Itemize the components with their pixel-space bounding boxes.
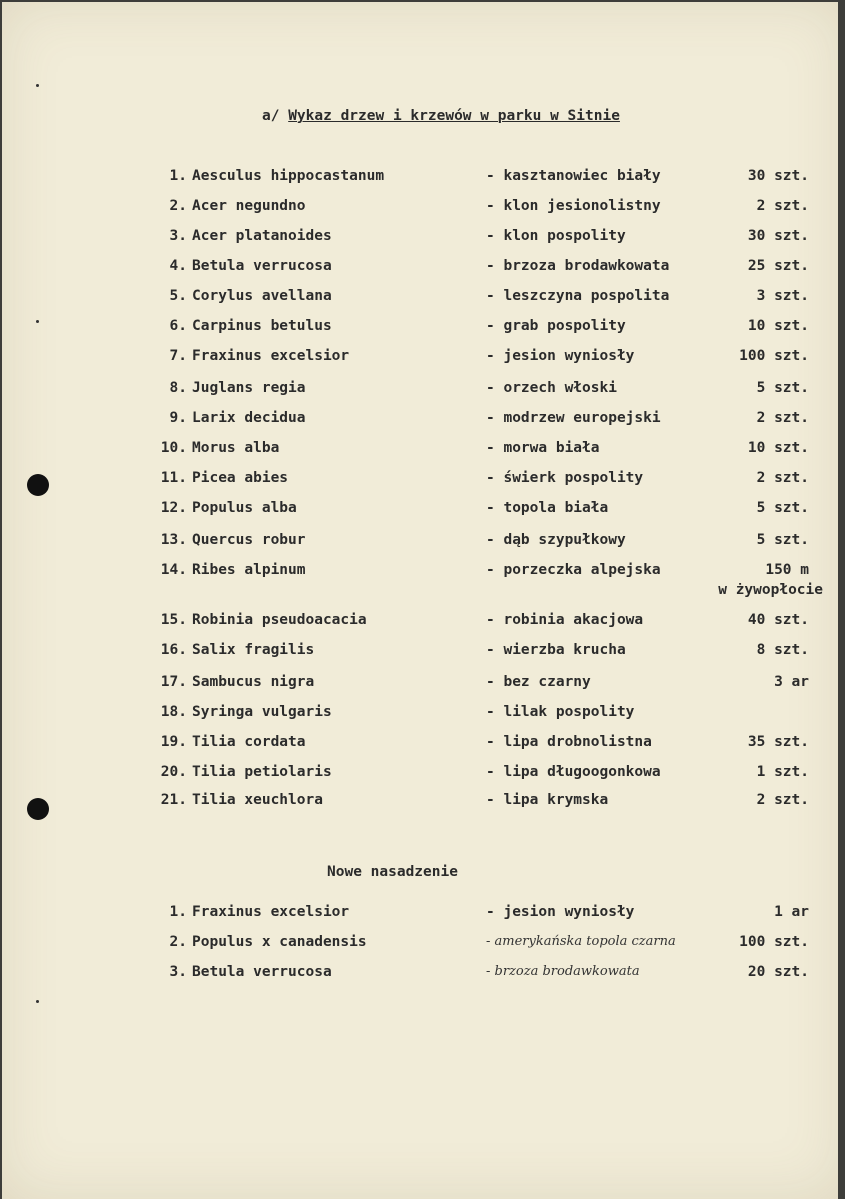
polish-name: - świerk pospolity xyxy=(486,470,644,486)
title-prefix: a/ xyxy=(262,108,280,124)
polish-name: - orzech włoski xyxy=(486,380,617,396)
polish-name: - kasztanowiec biały xyxy=(486,168,661,184)
item-number: 21. xyxy=(160,792,187,808)
latin-name: Tilia cordata xyxy=(192,734,306,750)
list-item xyxy=(0,642,845,664)
latin-name: Aesculus hippocastanum xyxy=(192,168,385,184)
item-number: 1. xyxy=(169,168,187,184)
item-number: 2. xyxy=(169,934,187,950)
latin-name: Acer negundno xyxy=(192,198,306,214)
list-item xyxy=(0,410,845,432)
polish-name: - robinia akacjowa xyxy=(486,612,644,628)
item-number: 11. xyxy=(160,470,187,486)
latin-name: Morus alba xyxy=(192,440,280,456)
document-title xyxy=(262,108,620,124)
latin-name: Larix decidua xyxy=(192,410,306,426)
latin-name: Ribes alpinum xyxy=(192,562,306,578)
list-item xyxy=(0,380,845,402)
quantity: 3 ar xyxy=(774,674,809,690)
item-number: 1. xyxy=(169,904,187,920)
polish-name: - lipa drobnolistna xyxy=(486,734,652,750)
list-item xyxy=(0,228,845,250)
polish-name: - brzoza brodawkowata xyxy=(486,258,670,274)
latin-name: Corylus avellana xyxy=(192,288,332,304)
list-item xyxy=(0,734,845,756)
item-number: 5. xyxy=(169,288,187,304)
quantity: 2 szt. xyxy=(756,792,809,808)
quantity: 100 szt. xyxy=(739,934,809,950)
polish-name: - lipa krymska xyxy=(486,792,609,808)
list-item xyxy=(0,904,845,926)
item-number: 3. xyxy=(169,228,187,244)
page-edge-top xyxy=(0,0,845,2)
item-number: 19. xyxy=(160,734,187,750)
item-number: 15. xyxy=(160,612,187,628)
quantity: 5 szt. xyxy=(756,380,809,396)
quantity: 5 szt. xyxy=(756,532,809,548)
quantity: 10 szt. xyxy=(747,440,809,456)
list-item xyxy=(0,258,845,280)
list-item xyxy=(0,764,845,786)
item-number: 12. xyxy=(160,500,187,516)
polish-name: - jesion wyniosły xyxy=(486,348,635,364)
latin-name: Populus x canadensis xyxy=(192,934,367,950)
quantity: 25 szt. xyxy=(747,258,809,274)
latin-name: Picea abies xyxy=(192,470,289,486)
list-item xyxy=(0,168,845,190)
latin-name: Populus alba xyxy=(192,500,297,516)
list-item xyxy=(0,440,845,462)
quantity: 30 szt. xyxy=(747,168,809,184)
polish-name: - lilak pospolity xyxy=(486,704,635,720)
quantity: 2 szt. xyxy=(756,198,809,214)
list-item xyxy=(0,348,845,370)
item-number: 10. xyxy=(160,440,187,456)
list-item xyxy=(0,470,845,492)
item-number: 3. xyxy=(169,964,187,980)
latin-name: Tilia xeuchlora xyxy=(192,792,323,808)
list-item xyxy=(0,704,845,726)
polish-name: - lipa długoogonkowa xyxy=(486,764,661,780)
list-item xyxy=(0,500,845,522)
item-number: 4. xyxy=(169,258,187,274)
latin-name: Sambucus nigra xyxy=(192,674,315,690)
list-item xyxy=(0,934,845,956)
polish-name: - grab pospolity xyxy=(486,318,626,334)
quantity: 30 szt. xyxy=(747,228,809,244)
quantity: 5 szt. xyxy=(756,500,809,516)
item-number: 14. xyxy=(160,562,187,578)
item-number: 18. xyxy=(160,704,187,720)
item-number: 13. xyxy=(160,532,187,548)
quantity: 40 szt. xyxy=(747,612,809,628)
quantity: 1 ar xyxy=(774,904,809,920)
latin-name: Juglans regia xyxy=(192,380,306,396)
latin-name: Fraxinus excelsior xyxy=(192,348,350,364)
margin-speck xyxy=(36,84,39,87)
list-item xyxy=(0,532,845,554)
polish-name: - klon jesionolistny xyxy=(486,198,661,214)
quantity: 150 m xyxy=(765,562,809,578)
quantity: 3 szt. xyxy=(756,288,809,304)
latin-name: Tilia petiolaris xyxy=(192,764,332,780)
hedge-note: w żywopłocie xyxy=(718,582,823,598)
quantity: 2 szt. xyxy=(756,470,809,486)
polish-name: - porzeczka alpejska xyxy=(486,562,661,578)
polish-name: - modrzew europejski xyxy=(486,410,661,426)
latin-name: Quercus robur xyxy=(192,532,306,548)
quantity: 35 szt. xyxy=(747,734,809,750)
list-item xyxy=(0,674,845,696)
latin-name: Robinia pseudoacacia xyxy=(192,612,367,628)
item-number: 7. xyxy=(169,348,187,364)
item-number: 20. xyxy=(160,764,187,780)
quantity: 2 szt. xyxy=(756,410,809,426)
latin-name: Betula verrucosa xyxy=(192,258,332,274)
list-item xyxy=(0,792,845,814)
margin-speck xyxy=(36,1000,39,1003)
quantity: 10 szt. xyxy=(747,318,809,334)
list-item xyxy=(0,964,845,986)
polish-name: - klon pospolity xyxy=(486,228,626,244)
list-item xyxy=(0,288,845,310)
item-number: 9. xyxy=(169,410,187,426)
latin-name: Betula verrucosa xyxy=(192,964,332,980)
polish-name: - wierzba krucha xyxy=(486,642,626,658)
quantity: 100 szt. xyxy=(739,348,809,364)
item-number: 17. xyxy=(160,674,187,690)
latin-name: Acer platanoides xyxy=(192,228,332,244)
item-number: 8. xyxy=(169,380,187,396)
list-item xyxy=(0,612,845,634)
latin-name: Fraxinus excelsior xyxy=(192,904,350,920)
polish-name: - topola biała xyxy=(486,500,609,516)
item-number: 2. xyxy=(169,198,187,214)
latin-name: Syringa vulgaris xyxy=(192,704,332,720)
latin-name: Carpinus betulus xyxy=(192,318,332,334)
polish-name: - leszczyna pospolita xyxy=(486,288,670,304)
polish-name: - dąb szypułkowy xyxy=(486,532,626,548)
item-number: 6. xyxy=(169,318,187,334)
item-number: 16. xyxy=(160,642,187,658)
list-item xyxy=(0,318,845,340)
latin-name: Salix fragilis xyxy=(192,642,315,658)
title-text: Wykaz drzew i krzewów w parku w Sitnie xyxy=(288,108,620,124)
new-plantings-heading: Nowe nasadzenie xyxy=(327,864,458,880)
polish-name: - bez czarny xyxy=(486,674,591,690)
quantity: 8 szt. xyxy=(756,642,809,658)
polish-name: - jesion wyniosły xyxy=(486,904,635,920)
list-item xyxy=(0,562,845,584)
quantity: 20 szt. xyxy=(747,964,809,980)
polish-name: - brzoza brodawkowata xyxy=(486,964,640,979)
list-item xyxy=(0,198,845,220)
polish-name: - morwa biała xyxy=(486,440,600,456)
quantity: 1 szt. xyxy=(756,764,809,780)
polish-name: - amerykańska topola czarna xyxy=(486,934,676,949)
